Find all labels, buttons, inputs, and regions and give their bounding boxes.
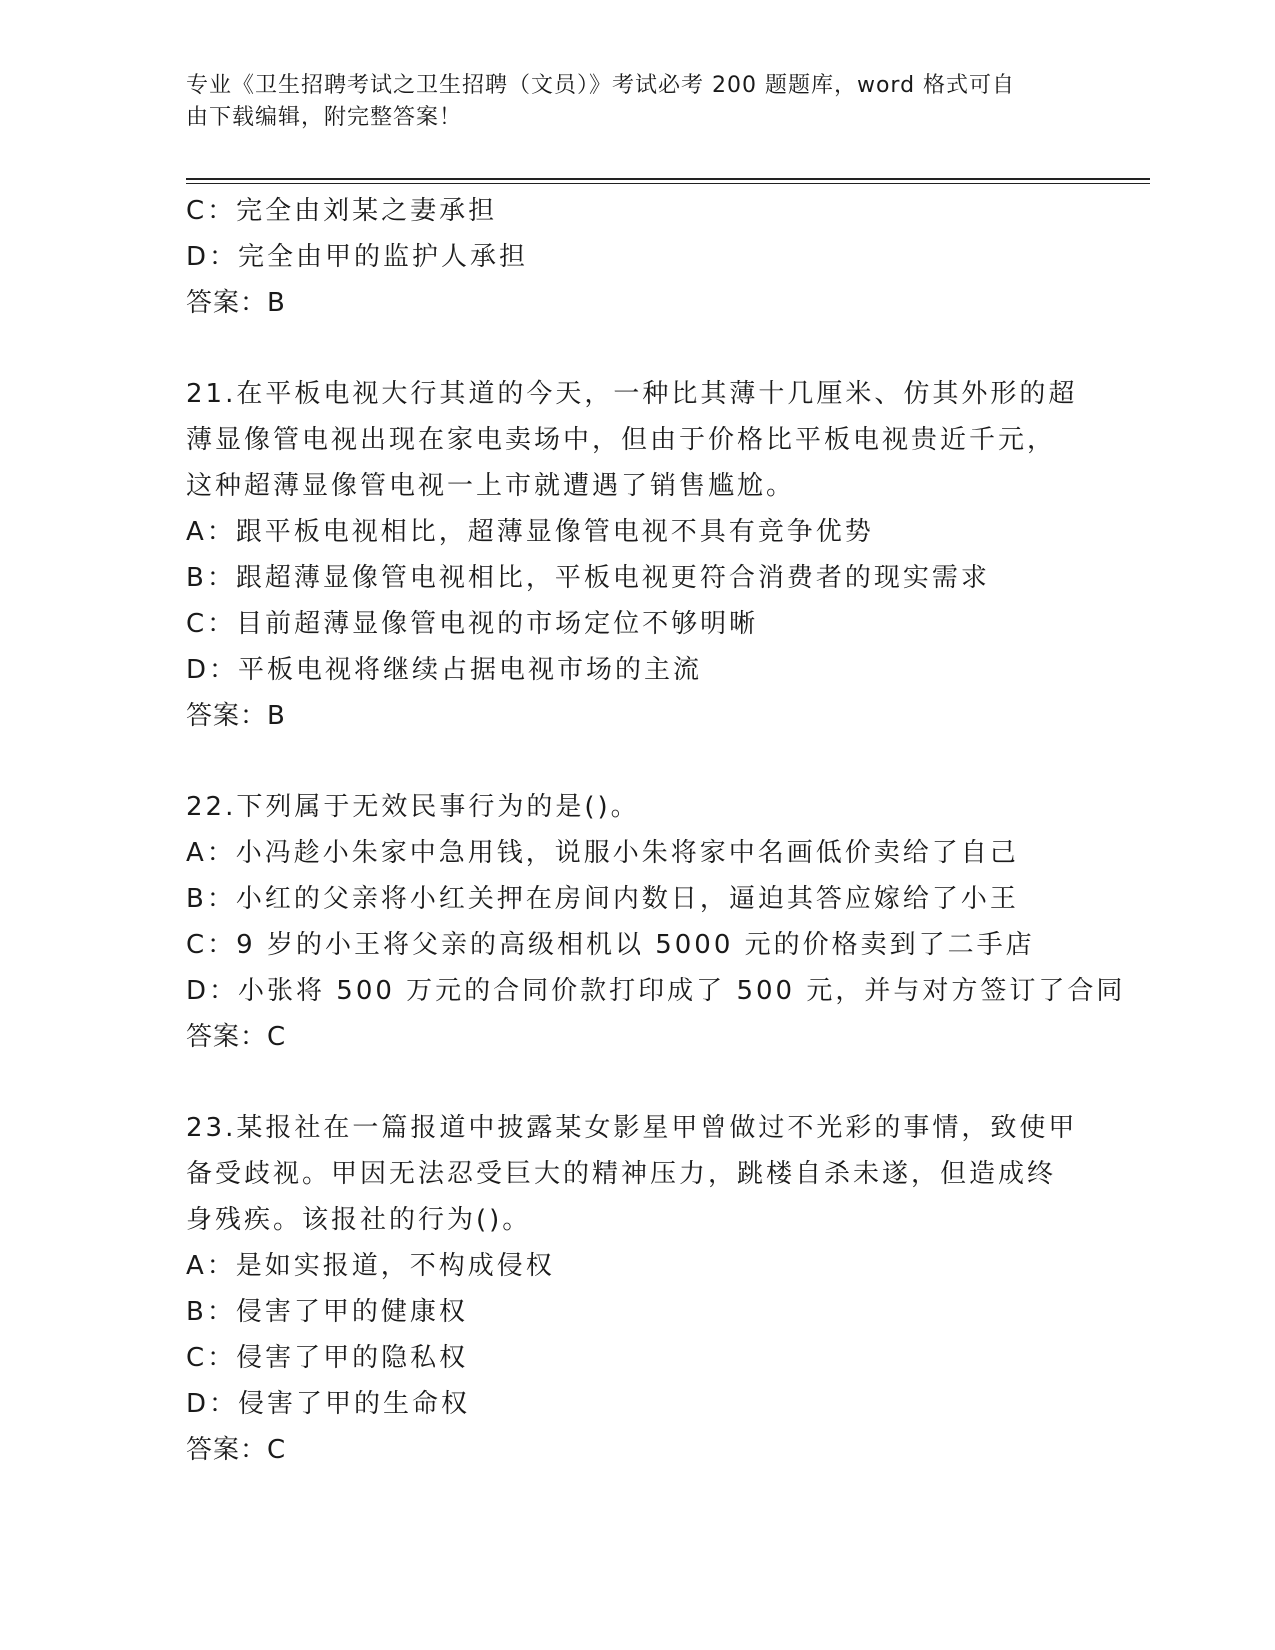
document-header — [186, 70, 1066, 134]
option-d: D：小张将 500 万元的合同价款打印成了 500 元，并与对方签订了合同 — [186, 976, 1126, 1006]
document-body — [186, 188, 1126, 1473]
header-line-1: 专业《卫生招聘考试之卫生招聘（文员）》考试必考 200 题题库，word 格式可自 — [186, 73, 1016, 98]
option-b: B：小红的父亲将小红关押在房间内数日，逼迫其答应嫁给了小王 — [186, 884, 1019, 914]
header-line-2: 由下载编辑，附完整答案！ — [186, 105, 463, 130]
question-stem-line: 这种超薄显像管电视一上市就遭遇了销售尴尬。 — [186, 471, 796, 501]
option-a: A：跟平板电视相比，超薄显像管电视不具有竞争优势 — [186, 517, 874, 547]
question-stem-line: 23.某报社在一篇报道中披露某女影星甲曾做过不光彩的事情，致使甲 — [186, 1113, 1078, 1143]
question-stem-line: 身残疾。该报社的行为()。 — [186, 1205, 532, 1235]
spacer — [186, 1060, 1086, 1105]
spacer — [186, 326, 1086, 371]
answer-line: 答案：B — [186, 701, 286, 731]
question-block-22 — [186, 784, 1126, 1060]
option-b: B：侵害了甲的健康权 — [186, 1297, 468, 1327]
option-a: A：是如实报道，不构成侵权 — [186, 1251, 555, 1281]
header-rule-thin — [186, 183, 1150, 184]
question-block-23 — [186, 1105, 1086, 1473]
option-c: C：侵害了甲的隐私权 — [186, 1343, 469, 1373]
question-block-20 — [186, 188, 1086, 326]
option-b: B：跟超薄显像管电视相比，平板电视更符合消费者的现实需求 — [186, 563, 990, 593]
answer-line: 答案：B — [186, 288, 286, 318]
option-d: D：平板电视将继续占据电视市场的主流 — [186, 655, 703, 685]
answer-line: 答案：C — [186, 1022, 287, 1052]
option-d: D：完全由甲的监护人承担 — [186, 242, 529, 272]
answer-line: 答案：C — [186, 1435, 287, 1465]
header-rule-thick — [186, 178, 1150, 180]
question-stem-line: 薄显像管电视出现在家电卖场中，但由于价格比平板电视贵近千元， — [186, 425, 1057, 455]
option-c: C：完全由刘某之妻承担 — [186, 196, 498, 226]
question-stem-line: 备受歧视。甲因无法忍受巨大的精神压力，跳楼自杀未遂，但造成终 — [186, 1159, 1057, 1189]
question-stem-line: 22.下列属于无效民事行为的是()。 — [186, 792, 640, 822]
option-d: D：侵害了甲的生命权 — [186, 1389, 471, 1419]
question-block-21 — [186, 371, 1086, 739]
option-a: A：小冯趁小朱家中急用钱，说服小朱将家中名画低价卖给了自己 — [186, 838, 1019, 868]
question-stem-line: 21.在平板电视大行其道的今天，一种比其薄十几厘米、仿其外形的超 — [186, 379, 1078, 409]
option-c: C：9 岁的小王将父亲的高级相机以 5000 元的价格卖到了二手店 — [186, 930, 1035, 960]
option-c: C：目前超薄显像管电视的市场定位不够明晰 — [186, 609, 759, 639]
spacer — [186, 739, 1086, 784]
